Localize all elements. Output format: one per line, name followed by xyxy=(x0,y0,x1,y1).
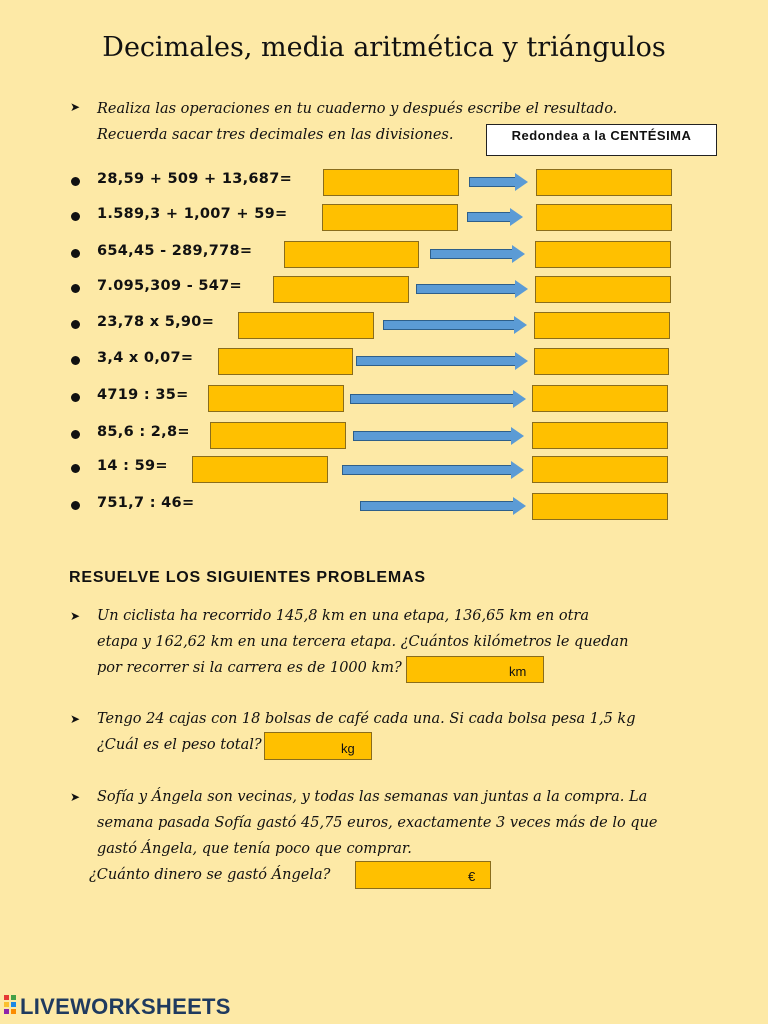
problems-heading: RESUELVE LOS SIGUIENTES PROBLEMAS xyxy=(69,569,426,586)
operation-row xyxy=(0,384,768,414)
bullet-icon xyxy=(71,320,80,329)
operation-row xyxy=(0,311,768,341)
result-input[interactable] xyxy=(218,348,353,375)
operation-row xyxy=(0,203,768,233)
liveworksheets-logo-icon xyxy=(4,995,18,1017)
result-input[interactable] xyxy=(284,241,419,268)
arrow-bullet-icon: ➤ xyxy=(70,712,81,726)
arrow-right-icon xyxy=(467,208,523,226)
bullet-icon xyxy=(71,249,80,258)
result-input[interactable] xyxy=(238,312,374,339)
operation-row xyxy=(0,421,768,451)
problem-coffee xyxy=(97,706,717,758)
brand-name: LIVEWORKSHEETS xyxy=(20,994,231,1019)
bullet-icon xyxy=(71,430,80,439)
operation-row xyxy=(0,240,768,270)
operation-expression: 85,6 : 2,8= xyxy=(97,424,190,440)
rounding-note: Redondea a la CENTÉSIMA xyxy=(486,124,717,156)
arrow-right-icon xyxy=(342,461,524,479)
problem-line: gastó Ángela, que tenía poco que comprar. xyxy=(97,841,412,857)
answer-input-kg[interactable] xyxy=(264,732,372,760)
bullet-icon xyxy=(71,284,80,293)
arrow-right-icon xyxy=(430,245,525,263)
answer-input-euros[interactable] xyxy=(355,861,491,889)
unit-label: kg xyxy=(341,741,355,756)
liveworksheets-logo xyxy=(4,994,231,1022)
problem-line: ¿Cuánto dinero se gastó Ángela? xyxy=(89,867,331,883)
answer-input-km[interactable] xyxy=(406,656,544,683)
problem-line: por recorrer si la carrera es de 1000 km? xyxy=(97,660,402,676)
bullet-icon xyxy=(71,393,80,402)
instructions-line-2: Recuerda sacar tres decimales en las divisiones. xyxy=(97,127,454,143)
rounded-result-input[interactable] xyxy=(535,276,671,303)
problem-line: etapa y 162,62 km en una tercera etapa. ¿Cuántos kilómetros le quedan xyxy=(97,634,629,650)
bullet-icon xyxy=(71,177,80,186)
operation-expression: 1.589,3 + 1,007 + 59= xyxy=(97,206,288,222)
rounded-result-input[interactable] xyxy=(536,169,672,196)
problem-line: semana pasada Sofía gastó 45,75 euros, exactamente 3 veces más de lo que xyxy=(97,815,658,831)
result-input[interactable] xyxy=(192,456,328,483)
operation-expression: 4719 : 35= xyxy=(97,387,189,403)
unit-label: km xyxy=(509,664,527,679)
problem-line: Tengo 24 cajas con 18 bolsas de café cada una. Si cada bolsa pesa 1,5 kg xyxy=(97,711,636,727)
result-input[interactable] xyxy=(322,204,458,231)
arrow-right-icon xyxy=(383,316,527,334)
arrow-right-icon xyxy=(360,497,526,515)
result-input[interactable] xyxy=(208,385,344,412)
result-input[interactable] xyxy=(210,422,346,449)
rounded-result-input[interactable] xyxy=(534,348,669,375)
operation-row xyxy=(0,455,768,485)
operation-row xyxy=(0,492,768,522)
rounded-result-input[interactable] xyxy=(532,385,668,412)
arrow-right-icon xyxy=(416,280,528,298)
arrow-bullet-icon: ➤ xyxy=(70,609,81,623)
arrow-right-icon xyxy=(353,427,524,445)
arrow-bullet-icon: ➤ xyxy=(70,100,81,114)
bullet-icon xyxy=(71,501,80,510)
arrow-right-icon xyxy=(356,352,528,370)
rounded-result-input[interactable] xyxy=(532,456,668,483)
operation-row xyxy=(0,347,768,377)
rounded-result-input[interactable] xyxy=(532,493,668,520)
operation-expression: 23,78 x 5,90= xyxy=(97,314,215,330)
rounded-result-input[interactable] xyxy=(535,241,671,268)
arrow-bullet-icon: ➤ xyxy=(70,790,81,804)
rounded-result-input[interactable] xyxy=(536,204,672,231)
arrow-right-icon xyxy=(350,390,526,408)
operation-expression: 654,45 - 289,778= xyxy=(97,243,253,259)
operation-expression: 751,7 : 46= xyxy=(97,495,195,511)
operation-row xyxy=(0,275,768,305)
bullet-icon xyxy=(71,464,80,473)
instructions-line-1: Realiza las operaciones en tu cuaderno y después escribe el resultado. xyxy=(97,101,618,117)
page-title: Decimales, media aritmética y triángulos xyxy=(102,32,666,63)
result-input[interactable] xyxy=(273,276,409,303)
arrow-right-icon xyxy=(469,173,528,191)
bullet-icon xyxy=(71,212,80,221)
operation-expression: 3,4 x 0,07= xyxy=(97,350,194,366)
rounded-result-input[interactable] xyxy=(532,422,668,449)
operation-expression: 14 : 59= xyxy=(97,458,168,474)
rounded-result-input[interactable] xyxy=(534,312,670,339)
operation-row xyxy=(0,168,768,198)
problem-line: Sofía y Ángela son vecinas, y todas las semanas van juntas a la compra. La xyxy=(97,789,648,805)
unit-label: € xyxy=(468,869,476,884)
result-input[interactable] xyxy=(323,169,459,196)
operation-expression: 7.095,309 - 547= xyxy=(97,278,242,294)
bullet-icon xyxy=(71,356,80,365)
problem-line: Un ciclista ha recorrido 145,8 km en una etapa, 136,65 km en otra xyxy=(97,608,589,624)
problem-line: ¿Cuál es el peso total? xyxy=(97,737,262,753)
operation-expression: 28,59 + 509 + 13,687= xyxy=(97,171,293,187)
